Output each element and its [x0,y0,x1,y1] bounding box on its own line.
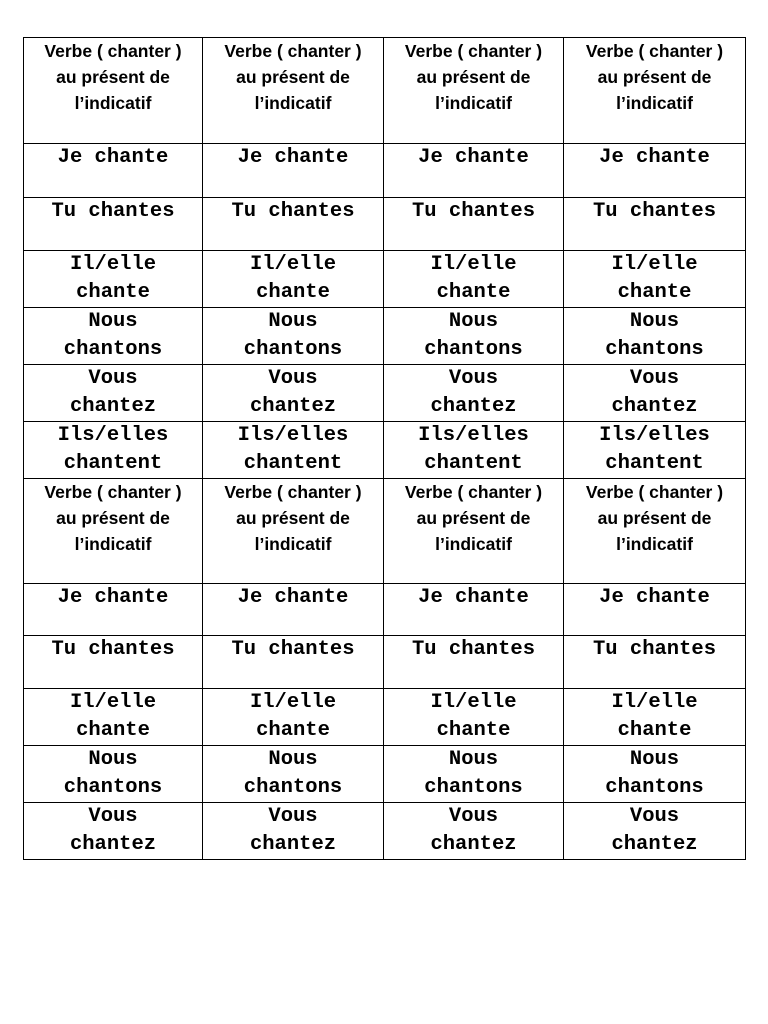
header-row [24,479,746,584]
conjugation-text: Tu chantes [51,638,175,661]
header-text: Verbe ( chanter ) au présent de l’indicatif [585,41,724,113]
conjugation-text: Il/elle chante [249,691,337,742]
conjugation-text: Il/elle chante [249,253,337,304]
conjugation-text: Tu chantes [231,200,355,223]
conjugation-text: Nous chantons [63,310,163,361]
header-text: Verbe ( chanter ) au présent de l’indicatif [44,41,182,113]
conjugation-cell [203,689,384,746]
conjugation-cell [564,636,746,689]
conjugation-cell [384,422,564,479]
conjugation-cell [203,422,384,479]
conjugation-text: Ils/elles chantent [57,424,169,475]
conjugation-text: Je chante [237,146,349,169]
header-row [24,38,746,144]
conjugation-text: Tu chantes [592,200,717,223]
conjugation-text: Vous chantez [430,805,517,856]
conjugation-text: Tu chantes [411,200,536,223]
conjugation-row [24,144,746,198]
conjugation-cell [24,584,203,636]
conjugation-text: Ils/elles chantent [599,424,710,475]
conjugation-text: Nous chantons [605,748,704,799]
conjugation-text: Je chante [599,586,710,609]
conjugation-text: Je chante [57,586,169,609]
conjugation-cell [24,251,203,308]
conjugation-text: Tu chantes [592,638,717,661]
conjugation-text: Je chante [418,146,529,169]
conjugation-cell [564,746,746,803]
conjugation-text: Tu chantes [411,638,536,661]
conjugation-text: Je chante [418,586,529,609]
conjugation-text: Vous chantez [611,367,698,418]
conjugation-row [24,636,746,689]
conjugation-cell [564,198,746,251]
conjugation-cell [24,636,203,689]
header-cell [384,38,564,144]
conjugation-row [24,198,746,251]
conjugation-text: Il/elle chante [69,253,157,304]
conjugation-row [24,251,746,308]
conjugation-cell [384,803,564,860]
conjugation-text: Il/elle chante [611,253,698,304]
conjugation-cell [203,746,384,803]
conjugation-text: Tu chantes [231,638,355,661]
conjugation-cell [384,636,564,689]
header-cell [203,38,384,144]
conjugation-cell [384,365,564,422]
conjugation-text: Il/elle chante [430,691,517,742]
conjugation-text: Il/elle chante [611,691,698,742]
conjugation-cell [203,198,384,251]
conjugation-cell [384,251,564,308]
header-text: Verbe ( chanter ) au présent de l’indicatif [404,41,543,113]
conjugation-cell [384,584,564,636]
header-cell [564,479,746,584]
conjugation-cell [24,422,203,479]
header-cell [203,479,384,584]
header-text: Verbe ( chanter ) au présent de l’indicatif [44,482,182,554]
header-cell [564,38,746,144]
conjugation-table-body [24,38,746,860]
conjugation-cell [24,365,203,422]
conjugation-text: Il/elle chante [69,691,157,742]
header-cell [24,38,203,144]
conjugation-cell [384,746,564,803]
conjugation-text: Je chante [57,146,169,169]
conjugation-text: Vous chantez [611,805,698,856]
conjugation-cell [564,803,746,860]
conjugation-row [24,308,746,365]
conjugation-cell [24,198,203,251]
conjugation-text: Il/elle chante [430,253,517,304]
conjugation-cell [24,803,203,860]
conjugation-cell [203,308,384,365]
conjugation-text: Nous chantons [243,748,343,799]
conjugation-text: Vous chantez [249,805,337,856]
conjugation-cell [564,308,746,365]
conjugation-cell [384,308,564,365]
conjugation-text: Tu chantes [51,200,175,223]
conjugation-text: Vous chantez [69,805,157,856]
conjugation-text: Nous chantons [424,310,523,361]
header-cell [384,479,564,584]
conjugation-cell [24,746,203,803]
conjugation-cell [564,422,746,479]
conjugation-cell [564,365,746,422]
conjugation-cell [564,689,746,746]
conjugation-cell [564,144,746,198]
header-cell [24,479,203,584]
conjugation-text: Ils/elles chantent [418,424,529,475]
conjugation-text: Nous chantons [605,310,704,361]
conjugation-cell [24,144,203,198]
conjugation-cell [384,689,564,746]
conjugation-text: Je chante [237,586,349,609]
conjugation-text: Vous chantez [430,367,517,418]
conjugation-table [23,37,746,860]
conjugation-cell [384,198,564,251]
conjugation-cell [564,584,746,636]
conjugation-text: Nous chantons [424,748,523,799]
conjugation-row [24,746,746,803]
conjugation-cell [203,636,384,689]
conjugation-text: Nous chantons [243,310,343,361]
conjugation-cell [203,584,384,636]
header-text: Verbe ( chanter ) au présent de l’indicatif [404,482,543,554]
conjugation-text: Vous chantez [249,367,337,418]
conjugation-row [24,422,746,479]
conjugation-cell [24,308,203,365]
header-text: Verbe ( chanter ) au présent de l’indicatif [224,482,362,554]
conjugation-row [24,365,746,422]
conjugation-text: Je chante [599,146,710,169]
conjugation-cell [203,251,384,308]
conjugation-cell [24,689,203,746]
conjugation-cell [203,365,384,422]
header-text: Verbe ( chanter ) au présent de l’indicatif [224,41,362,113]
conjugation-text: Ils/elles chantent [237,424,349,475]
conjugation-text: Vous chantez [69,367,157,418]
conjugation-cell [203,803,384,860]
conjugation-cell [203,144,384,198]
conjugation-row [24,584,746,636]
conjugation-row [24,803,746,860]
conjugation-row [24,689,746,746]
conjugation-cell [564,251,746,308]
conjugation-cell [384,144,564,198]
conjugation-text: Nous chantons [63,748,163,799]
header-text: Verbe ( chanter ) au présent de l’indicatif [585,482,724,554]
